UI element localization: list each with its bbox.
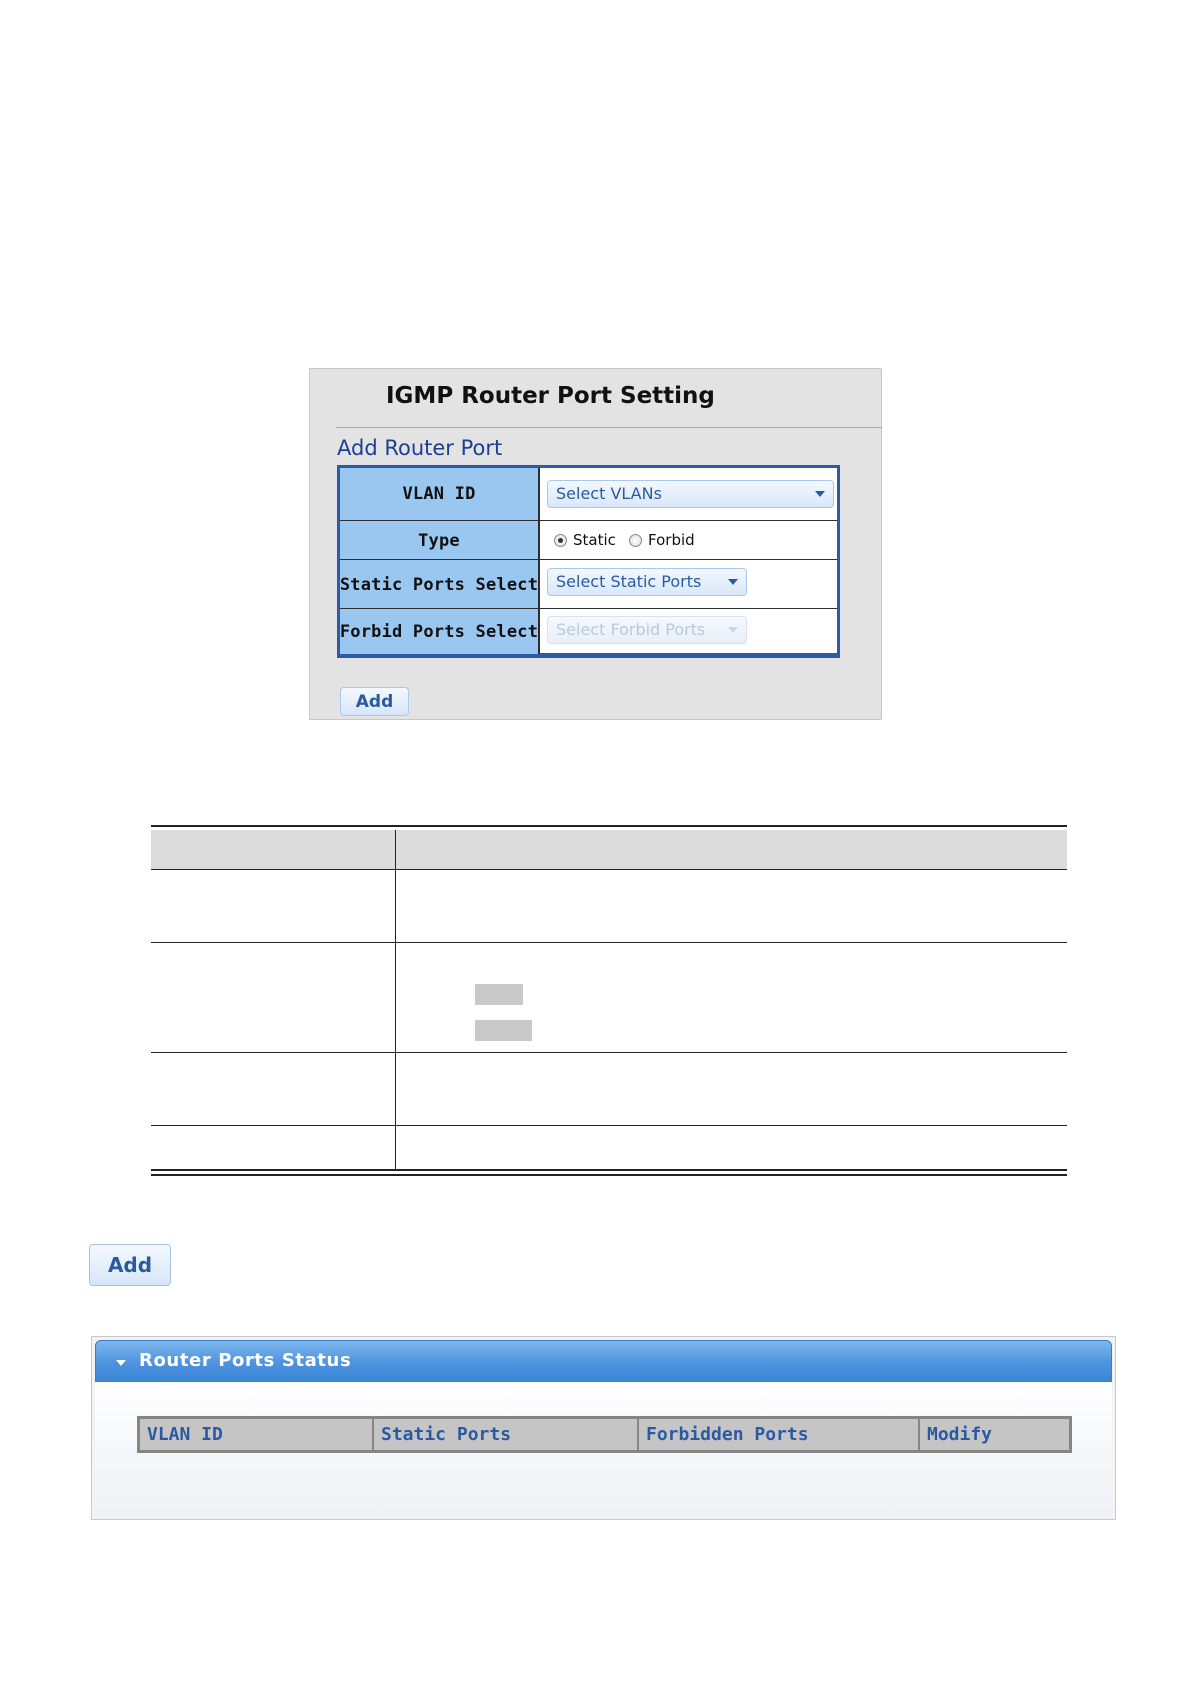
forbid-ports-select-label: Forbid Ports Select (340, 609, 540, 654)
form-row-static-ports (340, 559, 837, 609)
column-header-modify: Modify (927, 1424, 993, 1445)
highlight-chip (475, 1020, 532, 1041)
router-ports-status-table (137, 1416, 1072, 1453)
select-static-ports-label: Select Static Ports (556, 572, 702, 591)
type-static-option[interactable] (554, 531, 616, 549)
table-header-row (151, 830, 1067, 869)
static-ports-select-label: Static Ports Select (340, 560, 540, 609)
status-panel-header[interactable] (95, 1340, 1112, 1382)
igmp-router-port-setting-panel (309, 368, 882, 720)
select-vlans-dropdown[interactable] (547, 480, 834, 508)
collapse-caret-icon[interactable] (116, 1360, 126, 1366)
highlight-chip (475, 984, 523, 1005)
table-bottom-rule (151, 1169, 1067, 1171)
select-static-ports-dropdown[interactable] (547, 568, 747, 596)
type-label: Type (340, 521, 540, 560)
column-header-forbidden-ports: Forbidden Ports (639, 1419, 920, 1450)
table-divider (151, 869, 1067, 870)
table-divider (151, 1125, 1067, 1126)
divider (336, 427, 882, 428)
table-top-rule (151, 825, 1067, 827)
column-header-static-ports: Static Ports (374, 1419, 639, 1450)
description-table (151, 825, 1067, 1177)
forbid-radio-label: Forbid (648, 531, 695, 549)
panel-title: IGMP Router Port Setting (386, 383, 715, 409)
section-title: Add Router Port (337, 436, 503, 460)
select-vlans-label: Select VLANs (556, 484, 662, 503)
static-radio[interactable] (554, 534, 567, 547)
select-forbid-ports-label: Select Forbid Ports (556, 620, 706, 639)
static-radio-label: Static (573, 531, 616, 549)
select-forbid-ports-dropdown (547, 616, 747, 644)
table-divider (151, 1052, 1067, 1053)
add-button[interactable]: Add (340, 687, 409, 716)
forbid-radio[interactable] (629, 534, 642, 547)
form-row-vlan-id (340, 468, 837, 520)
chevron-down-icon (728, 579, 738, 585)
chevron-down-icon (728, 627, 738, 633)
form-row-forbid-ports (340, 608, 837, 654)
form-row-type (340, 520, 837, 560)
table-column-divider (395, 830, 396, 1169)
table-bottom-rule (151, 1174, 1067, 1176)
status-panel-title: Router Ports Status (139, 1350, 352, 1371)
column-header-vlan-id: VLAN ID (140, 1419, 374, 1450)
add-button-example[interactable]: Add (89, 1244, 171, 1286)
router-ports-status-panel (91, 1336, 1116, 1520)
add-router-port-form (337, 465, 840, 658)
vlan-id-label: VLAN ID (340, 468, 540, 520)
chevron-down-icon (815, 491, 825, 497)
table-divider (151, 942, 1067, 943)
type-forbid-option[interactable] (629, 531, 695, 549)
